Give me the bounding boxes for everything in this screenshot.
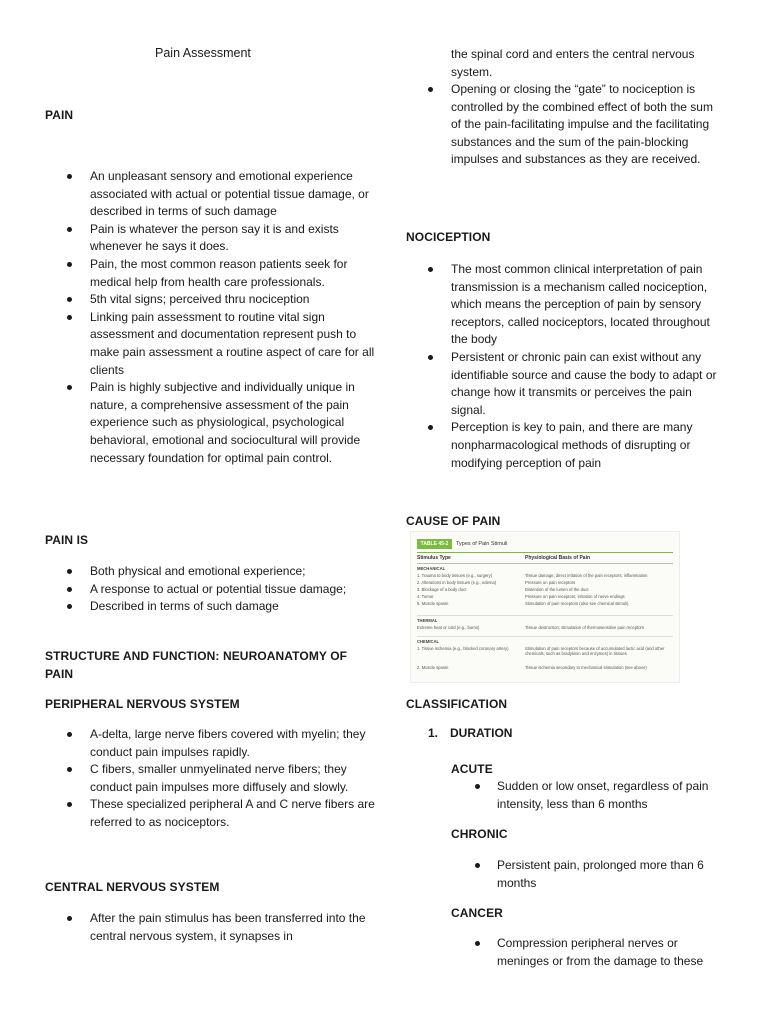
- table-col-header: Physiological Basis of Pain: [525, 555, 591, 561]
- gate-list: [406, 81, 726, 169]
- table-cell: Pressure on pain receptors; irritation of nerve endings: [525, 594, 625, 599]
- table-cell: Tissue destruction; stimulation of thermosensitive pain receptors: [525, 625, 645, 630]
- cancer-section: [451, 935, 726, 970]
- list-item: Sudden or low onset, regardless of pain intensity, less than 6 months: [451, 778, 726, 813]
- cancer-list: [451, 935, 726, 970]
- table-cell: Tissue damage; direct irritation of the pain receptors; inflammation: [525, 573, 648, 578]
- table-rule: [417, 615, 673, 616]
- table-rule: [417, 636, 673, 637]
- item-number: 1.: [428, 726, 439, 740]
- list-item: The most common clinical interpretation of pain transmission is a mechanism called nociception, which means the perception of pain by sensory receptors, called nociceptors, located throughout the body: [406, 261, 726, 349]
- cause-heading: CAUSE OF PAIN: [406, 514, 501, 528]
- chronic-heading: CHRONIC: [451, 827, 508, 841]
- table-name: Types of Pain Stimuli: [456, 541, 508, 547]
- table-col-header: Stimulus Type: [417, 555, 451, 561]
- chronic-section: [451, 857, 726, 892]
- acute-list: [451, 778, 726, 813]
- table-cell: Stimulation of pain receptors because of accumulated lactic acid (and other chemicals, such as bradykinin and enzymes) in tissues: [525, 646, 665, 656]
- table-category: CHEMICAL: [417, 639, 440, 644]
- list-item: These specialized peripheral A and C nerve fibers are referred to as nociceptors.: [45, 796, 375, 831]
- list-item: Both physical and emotional experience;: [45, 563, 375, 581]
- pain-is-heading: PAIN IS: [45, 533, 89, 547]
- pns-heading: PERIPHERAL NERVOUS SYSTEM: [45, 697, 240, 711]
- list-item: Persistent or chronic pain can exist without any identifiable source and cause the body to adapt or change how it transmits or perceives the pain signal.: [406, 349, 726, 419]
- list-item: Described in terms of such damage: [45, 598, 375, 616]
- cns-list: [45, 910, 375, 945]
- list-item: C fibers, smaller unmyelinated nerve fibers; they conduct pain impulses more diffusely and slowly.: [45, 761, 375, 796]
- table-cell: 5. Muscle spasm: [417, 601, 449, 606]
- acute-heading: ACUTE: [451, 762, 493, 776]
- table-category: MECHANICAL: [417, 566, 446, 571]
- table-cell: 1. Trauma to body tissues (e.g., surgery): [417, 573, 493, 578]
- list-item: Linking pain assessment to routine vital sign assessment and documentation represent push to make pain assessment a routine aspect of care for all clients: [45, 309, 375, 379]
- pain-list: [45, 168, 375, 467]
- table-cell: 4. Tumor: [417, 594, 434, 599]
- nociception-list: [406, 261, 726, 472]
- list-item: A-delta, large nerve fibers covered with myelin; they conduct pain impulses rapidly.: [45, 726, 375, 761]
- table-category: THERMAL: [417, 618, 438, 623]
- pns-list: [45, 726, 375, 832]
- continued-text: the spinal cord and enters the central nervous system.: [451, 47, 695, 79]
- acute-section: [451, 778, 726, 813]
- list-item: Perception is key to pain, and there are many nonpharmacological methods of disrupting or modifying perception of pain: [406, 419, 726, 472]
- document-title: Pain Assessment: [155, 46, 251, 60]
- list-item: 5th vital signs; perceived thru nociception: [45, 291, 375, 309]
- list-item: Pain is whatever the person say it is and exists whenever he says it does.: [45, 221, 375, 256]
- pain-is-list: [45, 563, 375, 616]
- structure-heading: STRUCTURE AND FUNCTION: NEUROANATOMY OF PAIN: [45, 649, 348, 681]
- table-cell: 1. Tissue ischemia (e.g., blocked coronary artery): [417, 646, 509, 651]
- list-item: Compression peripheral nerves or meninges or from the damage to these: [451, 935, 726, 970]
- list-item: Pain is highly subjective and individually unique in nature, a comprehensive assessment of the pain experience such as physiological, psychological behavioral, emotional and sociocultural will provide necessary foundation for optimal pain control.: [45, 379, 375, 467]
- cns-heading: CENTRAL NERVOUS SYSTEM: [45, 880, 220, 894]
- table-cell: Stimulation of pain receptors (also see chemical stimuli): [525, 601, 629, 606]
- table-cell: Extreme heat or cold (e.g., burns): [417, 625, 480, 630]
- duration-label: DURATION: [450, 726, 513, 740]
- table-cell: Pressure on pain receptors: [525, 580, 576, 585]
- list-item: After the pain stimulus has been transferred into the central nervous system, it synapses in: [45, 910, 375, 945]
- list-item: Opening or closing the “gate” to nociception is controlled by the combined effect of both the sum of the pain-facilitating impulse and the facilitating substances and the sum of the pain-blocking impulses and substances as they are received.: [406, 81, 726, 169]
- list-item: Persistent pain, prolonged more than 6 months: [451, 857, 726, 892]
- table-rule: [417, 552, 673, 553]
- cancer-heading: CANCER: [451, 906, 503, 920]
- list-item: Pain, the most common reason patients seek for medical help from health care professionals.: [45, 256, 375, 291]
- table-cell: 2. Alterations in body tissues (e.g., edema): [417, 580, 497, 585]
- nociception-heading: NOCICEPTION: [406, 230, 491, 244]
- chronic-list: [451, 857, 726, 892]
- table-cell: Tissue ischemia secondary to mechanical stimulation (see above): [525, 665, 647, 670]
- duration-item: [428, 726, 512, 740]
- table-cell: 2. Muscle spasm: [417, 665, 449, 670]
- list-item: A response to actual or potential tissue damage;: [45, 581, 375, 599]
- table-rule: [417, 563, 673, 564]
- classification-heading: CLASSIFICATION: [406, 697, 508, 711]
- table-cell: Distention of the lumen of the duct: [525, 587, 589, 592]
- pain-stimuli-table-image: [410, 531, 680, 683]
- table-tag: TABLE 45-2: [417, 539, 452, 549]
- pain-heading: PAIN: [45, 108, 74, 122]
- table-cell: 3. Blockage of a body duct: [417, 587, 467, 592]
- list-item: An unpleasant sensory and emotional experience associated with actual or potential tissue damage, or described in terms of such damage: [45, 168, 375, 221]
